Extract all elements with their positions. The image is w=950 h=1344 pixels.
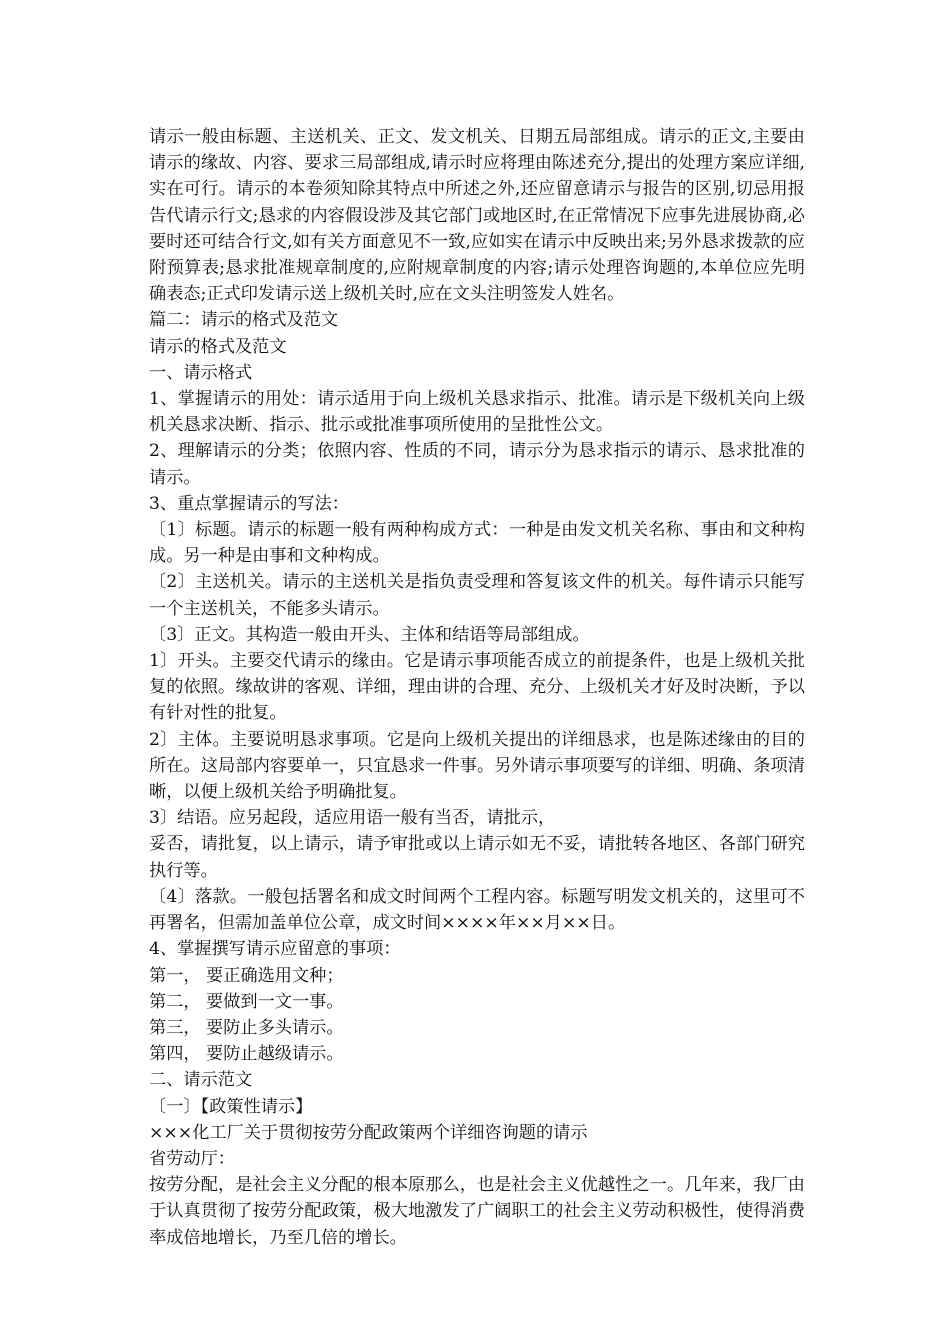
item-notes: 4、掌握撰写请示应留意的事项：: [149, 939, 401, 960]
note-second: 第二， 要做到一文一事。: [149, 991, 344, 1012]
document-body: [149, 124, 805, 1251]
heading-format: 一、请示格式: [149, 362, 253, 383]
note-third: 第三， 要防止多头请示。: [149, 1017, 344, 1038]
note-fourth: 第四， 要防止越级请示。: [149, 1044, 344, 1065]
paragraph-intro: 请示一般由标题、主送机关、正文、发文机关、日期五局部组成。请示的正文,主要由请示的缘故、内容、要求三局部组成,请示时应将理由陈述充分,提出的处理方案应详细,实在可行。请示的本卷须知除其特点中所述之外,还应留意请示与报告的区别,切忌用报告代请示行文;恳求的内容假设涉及其它部门或地区时,在正常情况下应事先进展协商,必要时还可结合行文,如有关方面意见不一致,应如实在请示中反映出来;另外恳求拨款的应附预算表;恳求批准规章制度的,应附规章制度的内容;请示处理咨询题的,本单位应先明确表态;正式印发请示送上级机关时,应在文头注明签发人姓名。: [149, 127, 805, 305]
section-heading-part2: 篇二：请示的格式及范文: [149, 310, 339, 331]
body-main: 2〕主体。主要说明恳求事项。它是向上级机关提出的详细恳求，也是陈述缘由的目的所在。这局部内容要单一，只宜恳求一件事。另外请示事项要写的详细、明确、条项清晰，以便上级机关给予明确批复。: [149, 729, 805, 803]
note-first: 第一， 要正确选用文种；: [149, 965, 344, 986]
example-recipient: 省劳动厅：: [149, 1148, 235, 1169]
body-closing-continued: 妥否，请批复，以上请示，请予审批或以上请示如无不妥，请批转各地区、各部门研究执行等。: [149, 834, 805, 881]
example-category: 〔一〕【政策性请示】: [149, 1096, 313, 1117]
heading-examples: 二、请示范文: [149, 1070, 253, 1091]
example-body: 按劳分配，是社会主义分配的根本原那么，也是社会主义优越性之一。几年来，我厂由于认真贯彻了按劳分配政策，极大地激发了广阔职工的社会主义劳动积极性，使得消费率成倍地增长，乃至几倍的增长。: [149, 1175, 805, 1248]
subitem-body: 〔3〕正文。其构造一般由开头、主体和结语等局部组成。: [149, 624, 590, 645]
example-title: ×××化工厂关于贯彻按劳分配政策两个详细咨询题的请示: [149, 1122, 588, 1143]
item-usage: 1、掌握请示的用处：请示适用于向上级机关恳求指示、批准。请示是下级机关向上级机关恳求决断、指示、批示或批准事项所使用的呈批性公文。: [149, 389, 805, 436]
subitem-signature: 〔4〕落款。一般包括署名和成文时间两个工程内容。标题写明发文机关的，这里可不再署名，但需加盖单位公章，成文时间××××年××月××日。: [149, 886, 805, 934]
body-opening: 1〕开头。主要交代请示的缘由。它是请示事项能否成立的前提条件，也是上级机关批复的依照。缘故讲的客观、详细，理由讲的合理、充分、上级机关才好及时决断，予以有针对性的批复。: [149, 651, 805, 724]
subitem-recipient: 〔2〕主送机关。请示的主送机关是指负责受理和答复该文件的机关。每件请示只能写一个主送机关，不能多头请示。: [149, 572, 805, 619]
body-closing: 3〕结语。应另起段，适应用语一般有当否，请批示，: [149, 808, 556, 829]
item-writing-method: 3、重点掌握请示的写法：: [149, 493, 349, 514]
document-title: 请示的格式及范文: [149, 336, 287, 357]
subitem-title: 〔1〕标题。请示的标题一般有两种构成方式：一种是由发文机关名称、事由和文种构成。另一种是由事和文种构成。: [149, 520, 805, 567]
item-classification: 2、理解请示的分类；依照内容、性质的不同，请示分为恳求指示的请示、恳求批准的请示。: [149, 441, 805, 488]
